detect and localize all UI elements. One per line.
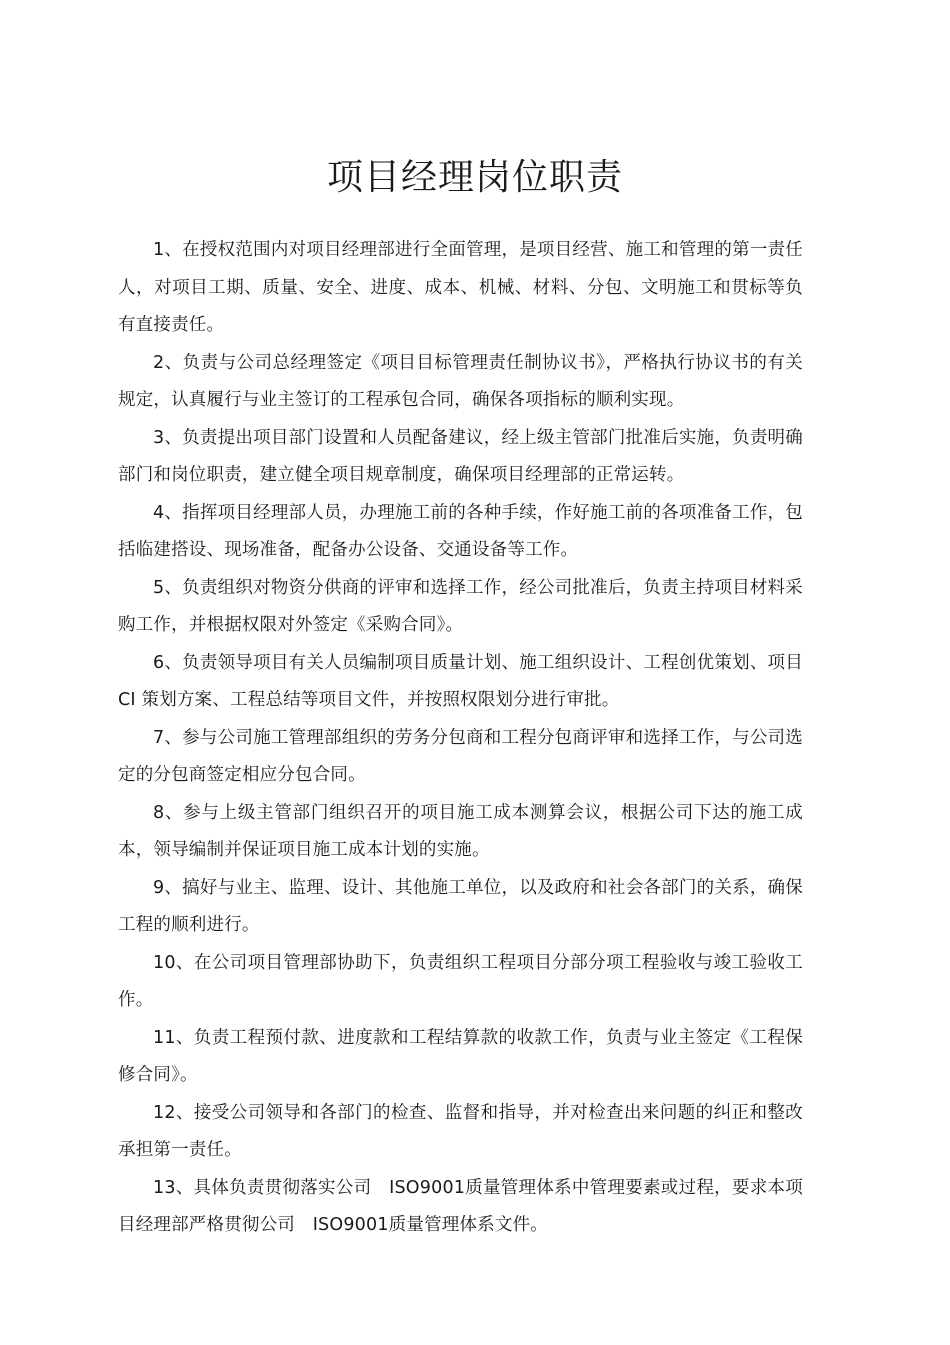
duty-paragraph-12: 12、接受公司领导和各部门的检查、监督和指导，并对检查出来问题的纠正和整改承担第一责任。: [118, 1102, 803, 1160]
duty-paragraph-3: 3、负责提出项目部门设置和人员配备建议，经上级主管部门批准后实施，负责明确部门和岗位职责，建立健全项目规章制度，确保项目经理部的正常运转。: [118, 427, 803, 485]
duty-paragraph-7: 7、参与公司施工管理部组织的劳务分包商和工程分包商评审和选择工作，与公司选定的分包商签定相应分包合同。: [118, 727, 803, 785]
duty-paragraph-5: 5、负责组织对物资分供商的评审和选择工作，经公司批准后，负责主持项目材料采购工作，并根据权限对外签定《采购合同》。: [118, 577, 803, 635]
duty-paragraph-11: 11、负责工程预付款、进度款和工程结算款的收款工作，负责与业主签定《工程保修合同》。: [118, 1027, 803, 1085]
duty-paragraph-4: 4、指挥项目经理部人员，办理施工前的各种手续，作好施工前的各项准备工作，包括临建搭设、现场准备，配备办公设备、交通设备等工作。: [118, 502, 803, 560]
document-title: 项目经理岗位职责: [326, 157, 623, 198]
duty-paragraph-1: 1、在授权范围内对项目经理部进行全面管理，是项目经营、施工和管理的第一责任人，对项目工期、质量、安全、进度、成本、机械、材料、分包、文明施工和贯标等负有直接责任。: [118, 240, 803, 335]
duty-paragraph-9: 9、搞好与业主、监理、设计、其他施工单位，以及政府和社会各部门的关系，确保工程的顺利进行。: [118, 877, 803, 935]
duty-paragraph-8: 8、参与上级主管部门组织召开的项目施工成本测算会议，根据公司下达的施工成本，领导编制并保证项目施工成本计划的实施。: [118, 802, 803, 860]
duty-paragraph-13: 13、具体负责贯彻落实公司 ISO9001质量管理体系中管理要素或过程，要求本项目经理部严格贯彻公司 ISO9001质量管理体系文件。: [118, 1177, 803, 1235]
duty-paragraph-10: 10、在公司项目管理部协助下，负责组织工程项目分部分项工程验收与竣工验收工作。: [118, 952, 803, 1010]
document-body: [118, 232, 803, 1245]
duty-paragraph-6: 6、负责领导项目有关人员编制项目质量计划、施工组织设计、工程创优策划、项目 CI 策划方案、工程总结等项目文件，并按照权限划分进行审批。: [118, 652, 803, 710]
duty-paragraph-2: 2、负责与公司总经理签定《项目目标管理责任制协议书》，严格执行协议书的有关规定，认真履行与业主签订的工程承包合同，确保各项指标的顺利实现。: [118, 352, 803, 410]
